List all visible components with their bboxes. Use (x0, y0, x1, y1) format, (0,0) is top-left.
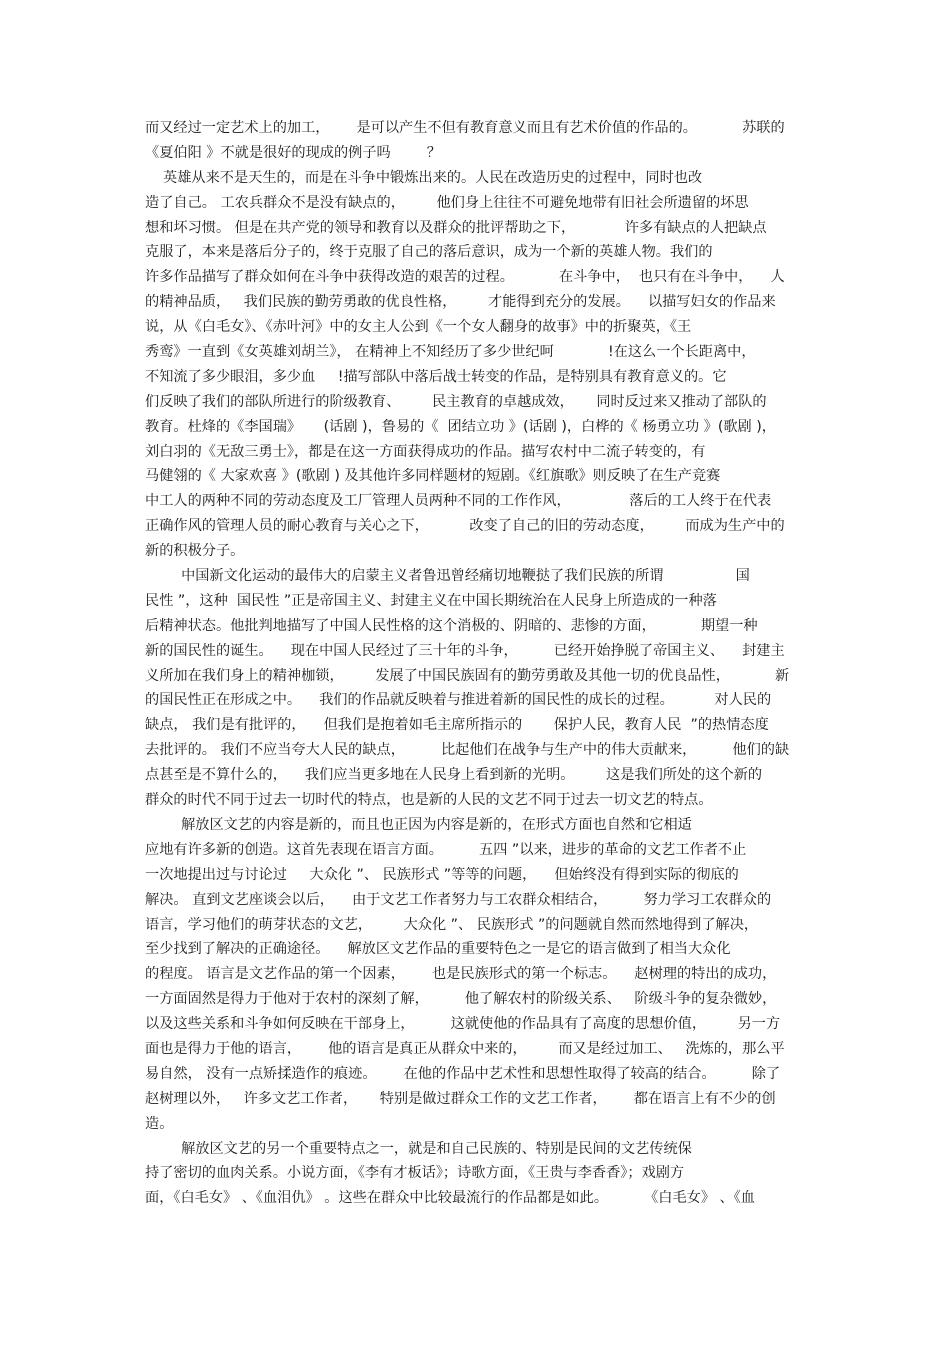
text-line: 教育。杜烽的《李国瑞》 (话剧 )，鲁易的《 团结立功 》(话剧 )，白桦的《 杨勇立功 》(歌剧 )， (145, 418, 776, 435)
text-line: 解放区文艺的内容是新的，而且也正因为内容是新的，在形式方面也自然和它相适 (145, 816, 692, 833)
text-line: 缺点， 我们是有批评的， 但我们是抱着如毛主席所指示的 保护人民，教育人民 ”的热情态度 (145, 717, 769, 734)
text-line: 易自然， 没有一点矫揉造作的痕迹。 在他的作品中艺术性和思想性取得了较高的结合。 除了 (145, 1065, 781, 1082)
text-line: 的精神品质， 我们民族的勤劳勇敢的优良性格， 才能得到充分的发展。 以描写妇女的作品来 (145, 294, 776, 311)
text-line: 至少找到了解决的正确途径。 解放区文艺作品的重要特色之一是它的语言做到了相当大众化 (145, 941, 731, 958)
text-line: 新的积极分子。 (145, 543, 245, 560)
text-line: 许多作品描写了群众如何在斗争中获得改造的艰苦的过程。 在斗争中， 也只有在斗争中， 人 (145, 269, 785, 286)
text-line: 英雄从来不是天生的，而是在斗争中锻炼出来的。人民在改造历史的过程中，同时也改 (145, 169, 703, 186)
text-line: 不知流了多少眼泪，多少血 !描写部队中落后战士转变的作品，是特别具有教育意义的。它 (145, 368, 727, 385)
text-line: 新的国民性的诞生。 现在中国人民经过了三十年的斗争， 已经开始挣脱了帝国主义、 封建主 (145, 642, 785, 659)
text-line: 民性 ”，这种 国民性 ”正是帝国主义、封建主义在中国长期统治在人民身上所造成的一种落 (145, 592, 717, 609)
text-line: 秀鸾》一直到《女英雄刘胡兰》， 在精神上不知经历了多少世纪呵 !在这么一个长距离中， (145, 344, 756, 361)
text-line: 面也是得力于他的语言， 他的语言是真正从群众中来的， 而又是经过加工、 洗炼的，那么平 (145, 1040, 785, 1057)
text-line: 赵树理以外， 许多文艺工作者， 特别是做过群众工作的文艺工作者， 都在语言上有不少的创 (145, 1090, 776, 1107)
text-line: 中国新文化运动的最伟大的启蒙主义者鲁迅曾经痛切地鞭挞了我们民族的所谓 国 (145, 568, 750, 585)
text-line: 正确作风的管理人员的耐心教育与关心之下， 改变了自己的旧的劳动态度， 而成为生产中的 (145, 518, 785, 535)
text-line: 义所加在我们身上的精神枷锁， 发展了中国民族固有的勤劳勇敢及其他一切的优良品性， 新 (145, 667, 790, 684)
text-line: 造了自己。 工农兵群众不是没有缺点的， 他们身上往往不可避免地带有旧社会所遗留的坏思 (145, 194, 749, 211)
text-line: 语言，学习他们的萌芽状态的文艺， 大众化 ”、 民族形式 ”的问题就自然而然地得到了解决， (145, 916, 759, 933)
text-line: 想和坏习惯。 但是在共产党的领导和教育以及群众的批评帮助之下， 许多有缺点的人把缺点 (145, 219, 767, 236)
text-line: 的国民性正在形成之中。 我们的作品就反映着与推进着新的国民性的成长的过程。 对人民的 (145, 692, 772, 709)
text-line: 以及这些关系和斗争如何反映在干部身上， 这就使他的作品具有了高度的思想价值， 另一方 (145, 1016, 781, 1033)
text-line: 后精神状态。他批判地描写了中国人民性格的这个消极的、阴暗的、悲惨的方面， 期望一种 (145, 617, 758, 634)
text-line: 面，《白毛女》 、《血泪仇》 。这些在群众中比较最流行的作品都是如此。 《白毛女》 、《血 (145, 1190, 755, 1207)
text-line: 点甚至是不算什么的， 我们应当更多地在人民身上看到新的光明。 这是我们所处的这个新的 (145, 767, 763, 784)
text-line: 而又经过一定艺术上的加工， 是可以产生不但有教育意义而且有艺术价值的作品的。 苏联的 (145, 120, 785, 136)
text-line: 《夏伯阳 》不就是很好的现成的例子吗 ？ (145, 144, 441, 161)
text-line: 的程度。 语言是文艺作品的第一个因素， 也是民族形式的第一个标志。 赵树理的特出的成功， (145, 966, 777, 983)
text-line: 马健翎的《 大家欢喜 》(歌剧 ) 及其他许多同样题材的短剧。《红旗歌》则反映了在生产竞赛 (145, 468, 721, 485)
text-line: 一方面固然是得力于他对于农村的深刻了解， 他了解农村的阶级关系、 阶级斗争的复杂微妙， (145, 991, 777, 1008)
text-line: 们反映了我们的部队所进行的阶级教育、 民主教育的卓越成效， 同时反过来又推动了部队的 (145, 393, 767, 410)
text-line: 解放区文艺的另一个重要特点之一，就是和自己民族的、特别是民间的文艺传统保 (145, 1140, 692, 1157)
text-line: 解决。 直到文艺座谈会以后， 由于文艺工作者努力与工农群众相结合， 努力学习工农群众的 (145, 891, 772, 908)
text-line: 持了密切的血肉关系。小说方面，《李有才板话》；诗歌方面，《王贵与李香香》；戏剧方 (145, 1165, 685, 1182)
text-line: 克服了，本来是落后分子的，终于克服了自己的落后意识，成为一个新的英雄人物。我们的 (145, 244, 713, 261)
text-line: 中工人的两种不同的劳动态度及工厂管理人员两种不同的工作作风， 落后的工人终于在代表 (145, 493, 772, 510)
text-line: 一次地提出过与讨论过 大众化 ”、 民族形式 ”等等的问题， 但始终没有得到实际的彻底的 (145, 866, 739, 883)
body-text (145, 116, 810, 1211)
text-line: 应地有许多新的创造。这首先表现在语言方面。 五四 ”以来，进步的革命的文艺工作者不止 (145, 841, 747, 858)
text-line: 说，从《白毛女》、《赤叶河》中的女主人公到《一个女人翻身的故事》中的折聚英，《王 (145, 319, 692, 336)
text-line: 去批评的。 我们不应当夸大人民的缺点， 比起他们在战争与生产中的伟大贡献来， 他们的缺 (145, 742, 790, 759)
text-line: 刘白羽的《无敌三勇士》，都是在这一方面获得成功的作品。描写农村中二流子转变的，有 (145, 443, 706, 460)
text-line: 群众的时代不同于过去一切时代的特点，也是新的人民的文艺不同于过去一切文艺的特点。 (145, 792, 713, 809)
text-line: 造。 (145, 1115, 174, 1132)
